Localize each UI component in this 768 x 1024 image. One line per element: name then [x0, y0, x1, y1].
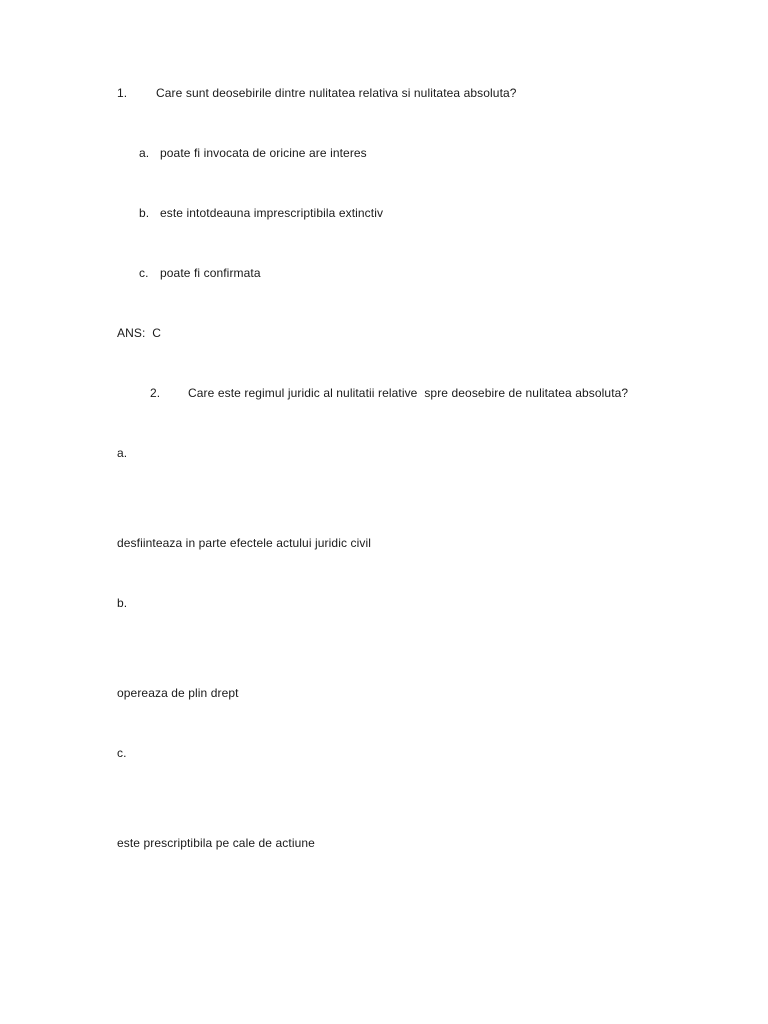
option-text: este intotdeauna imprescriptibila extinctiv	[160, 206, 384, 220]
question-number: 1.	[117, 86, 128, 100]
option-letter: b.	[139, 206, 150, 220]
question-text: Care sunt deosebirile dintre nulitatea relativa si nulitatea absoluta?	[156, 86, 517, 100]
question-2-option-b-text: opereaza de plin drept	[117, 686, 239, 700]
question-2-option-c-text: este prescriptibila pe cale de actiune	[117, 836, 315, 850]
question-number: 2.	[150, 386, 161, 400]
option-text: poate fi confirmata	[160, 266, 261, 280]
question-1-answer: ANS: C	[117, 326, 162, 340]
question-2-option-c-letter: c.	[117, 746, 127, 760]
question-2-option-a-text: desfiinteaza in parte efectele actului juridic civil	[117, 536, 371, 550]
question-text: Care este regimul juridic al nulitatii relative spre deosebire de nulitatea absoluta?	[188, 386, 629, 400]
option-text: poate fi invocata de oricine are interes	[160, 146, 367, 160]
question-2-option-b-letter: b.	[117, 596, 128, 610]
option-letter: c.	[139, 266, 149, 280]
question-2-option-a-letter: a.	[117, 446, 128, 460]
option-letter: a.	[139, 146, 150, 160]
